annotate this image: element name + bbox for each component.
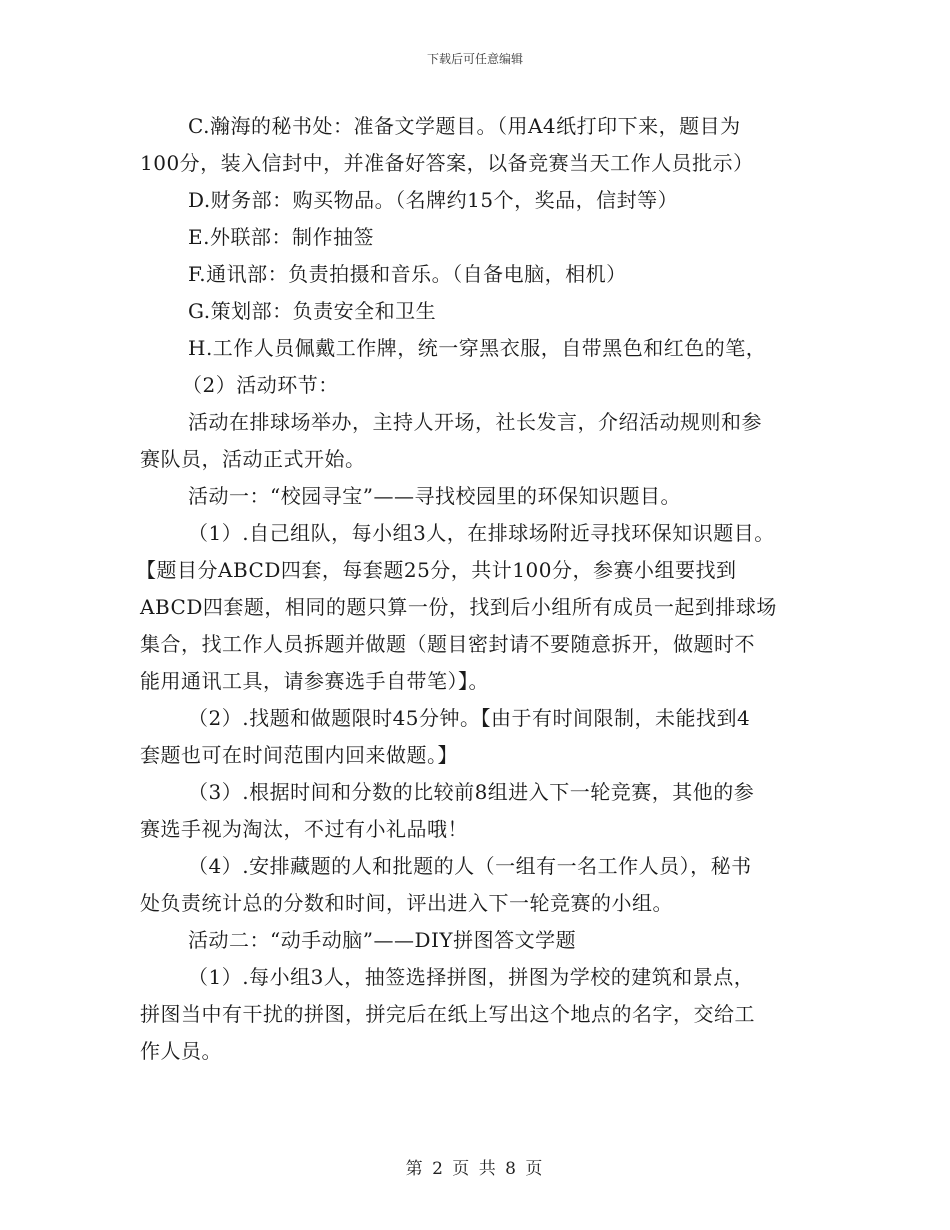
text-line: （3）.根据时间和分数的比较前8组进入下一轮竞赛，其他的参 <box>188 780 755 804</box>
page-header: 下载后可任意编辑 <box>426 52 523 66</box>
text-line: 处负责统计总的分数和时间，评出进入下一轮竞赛的小组。 <box>140 891 673 915</box>
text-line: 能用通讯工具，请参赛选手自带笔）】。 <box>140 669 489 693</box>
text-line: ABCD四套题，相同的题只算一份，找到后小组所有成员一起到排球场 <box>140 595 777 619</box>
text-line: 作人员。 <box>140 1039 222 1063</box>
activity-heading: 活动二：“动手动脑”——DIY拼图答文学题 <box>188 928 577 952</box>
text-line: C.瀚海的秘书处：准备文学题目。（用A4纸打印下来，题目为 <box>188 114 741 138</box>
text-line: （4）.安排藏题的人和批题的人（一组有一名工作人员），秘书 <box>188 854 752 878</box>
text-line: 【题目分ABCD四套，每套题25分，共计100分，参赛小组要找到 <box>136 558 737 582</box>
text-line: （2）.找题和做题限时45分钟。【由于有时间限制，未能找到4 <box>188 706 751 730</box>
text-line: 赛选手视为淘汰，不过有小礼品哦！ <box>140 817 468 841</box>
text-line: 活动在排球场举办，主持人开场，社长发言，介绍活动规则和参 <box>188 410 762 434</box>
text-line: 集合，找工作人员拆题并做题（题目密封请不要随意拆开，做题时不 <box>140 632 755 656</box>
text-line: 100分，装入信封中，并准备好答案，以备竞赛当天工作人员批示） <box>140 151 754 175</box>
page-footer: 第 2 页 共 8 页 <box>405 1159 545 1179</box>
text-line: H.工作人员佩戴工作牌，统一穿黑衣服，自带黑色和红色的笔， <box>188 336 767 360</box>
text-line: （1）.自己组队，每小组3人，在排球场附近寻找环保知识题目。 <box>188 521 775 545</box>
text-line: 套题也可在时间范围内回来做题。】 <box>140 743 458 767</box>
section-heading: （2）活动环节： <box>182 373 339 397</box>
text-line: F.通讯部：负责拍摄和音乐。（自备电脑，相机） <box>188 262 627 286</box>
text-line: D.财务部：购买物品。（名牌约15个，奖品，信封等） <box>188 188 679 212</box>
text-line: （1）.每小组3人，抽签选择拼图，拼图为学校的建筑和景点， <box>188 965 755 989</box>
text-line: E.外联部：制作抽签 <box>188 225 374 249</box>
text-line: G.策划部：负责安全和卫生 <box>188 299 437 323</box>
text-line: 赛队员，活动正式开始。 <box>140 447 366 471</box>
activity-heading: 活动一：“校园寻宝”——寻找校园里的环保知识题目。 <box>188 484 681 508</box>
text-line: 拼图当中有干扰的拼图，拼完后在纸上写出这个地点的名字，交给工 <box>140 1002 755 1026</box>
